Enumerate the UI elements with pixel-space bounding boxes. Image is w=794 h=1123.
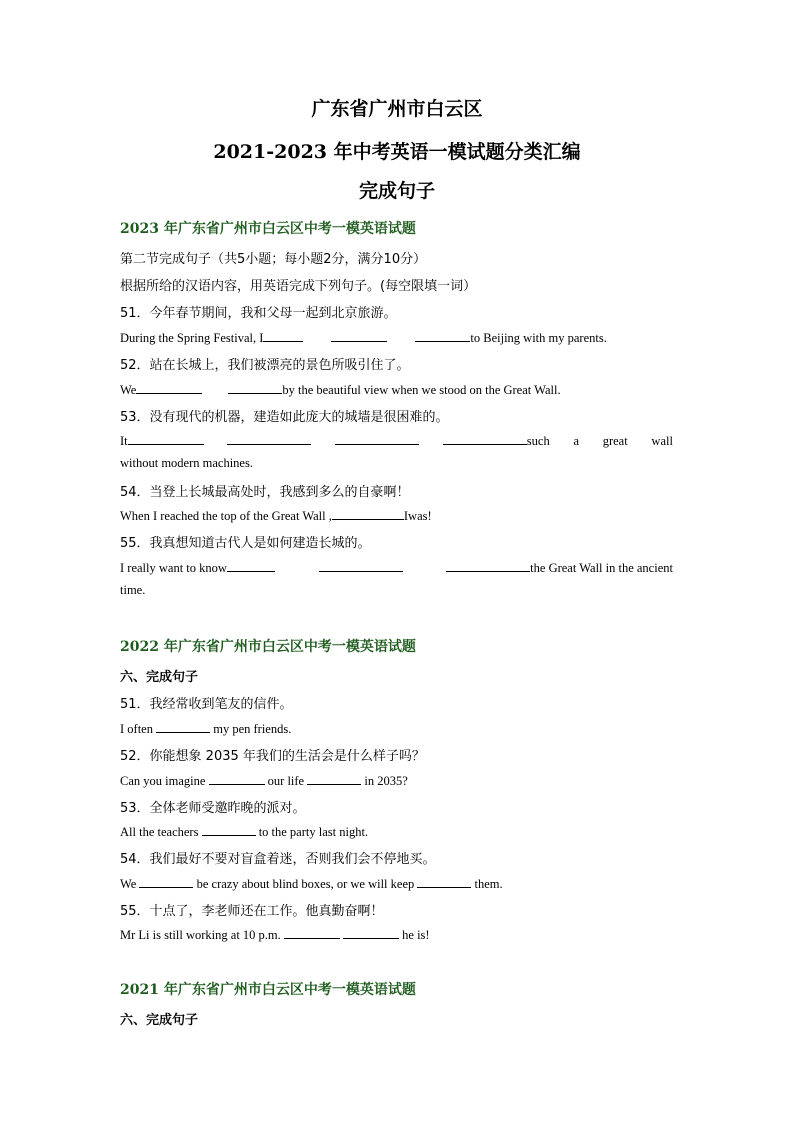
q53-2023-chinese: 53．没有现代的机器，建造如此庞大的城墙是很困难的。 xyxy=(120,410,449,425)
answer-blank[interactable] xyxy=(128,432,204,445)
answer-blank[interactable] xyxy=(263,329,303,342)
q53-2022-english: All the teachers to the party last night. xyxy=(120,825,369,839)
q53-2022-chinese: 53．全体老师受邀昨晚的派对。 xyxy=(120,801,306,816)
answer-blank[interactable] xyxy=(307,772,361,785)
answer-blank[interactable] xyxy=(446,559,530,572)
section-2021-heading: 2021 年广东省广州市白云区中考一模英语试题 xyxy=(120,982,416,998)
answer-blank[interactable] xyxy=(156,720,210,733)
q52-2023-chinese: 52．站在长城上，我们被漂亮的景色所吸引住了。 xyxy=(120,358,410,373)
section-2022-part: 六、完成句子 xyxy=(120,670,199,685)
q55-2023-text-b: the Great Wall in the ancient xyxy=(446,559,673,576)
q52-2022-chinese: 52．你能想象 2035 年我们的生活会是什么样子吗？ xyxy=(120,749,425,764)
q53-2023-english xyxy=(120,432,673,449)
q54-2022-chinese: 54．我们最好不要对盲盒着迷，否则我们会不停地买。 xyxy=(120,852,436,867)
title-range: 2021-2023 年中考英语一模试题分类汇编 xyxy=(213,141,581,163)
answer-blank[interactable] xyxy=(335,432,419,445)
q51-2023-english xyxy=(120,329,607,346)
section-2023-heading: 2023 年广东省广州市白云区中考一模英语试题 xyxy=(120,221,416,237)
q53-2023-word-a: a xyxy=(573,434,579,448)
q53-2023-text-a: It xyxy=(120,432,204,449)
q52-2023-text-a: We xyxy=(120,383,137,397)
q52-2023-english xyxy=(120,381,561,398)
q53-2023-word-wall: wall xyxy=(651,434,673,448)
answer-blank[interactable] xyxy=(136,381,202,394)
q51-2023-text-b: to Beijing with my parents. xyxy=(470,331,607,345)
q51-2022-english: I often my pen friends. xyxy=(120,722,292,736)
q55-2023-chinese: 55．我真想知道古代人是如何建造长城的。 xyxy=(120,536,371,551)
answer-blank[interactable] xyxy=(415,329,470,342)
q52-2023-text-b: by the beautiful view when we stood on the Great Wall. xyxy=(282,383,561,397)
title-region: 广东省广州市白云区 xyxy=(311,98,483,120)
q51-2023-chinese: 51．今年春节期间，我和父母一起到北京旅游。 xyxy=(120,306,397,321)
answer-blank[interactable] xyxy=(343,926,399,939)
answer-blank[interactable] xyxy=(331,329,387,342)
answer-blank[interactable] xyxy=(284,926,340,939)
q51-2023-text-a: During the Spring Festival, I xyxy=(120,331,264,345)
q55-2022-english: Mr Li is still working at 10 p.m. he is! xyxy=(120,928,430,942)
answer-blank[interactable] xyxy=(417,875,471,888)
answer-blank[interactable] xyxy=(228,381,282,394)
q55-2022-chinese: 55．十点了，李老师还在工作。他真勤奋啊！ xyxy=(120,904,384,919)
answer-blank[interactable] xyxy=(227,432,311,445)
q54-2023-chinese: 54．当登上长城最高处时，我感到多么的自豪啊！ xyxy=(120,485,410,500)
q53-2023-english-cont: without modern machines. xyxy=(120,456,253,470)
q53-2023-word-great: great xyxy=(602,434,628,448)
q54-2023-english xyxy=(120,507,432,524)
answer-blank[interactable] xyxy=(209,772,265,785)
answer-blank[interactable] xyxy=(332,507,404,520)
answer-blank[interactable] xyxy=(227,559,275,572)
q53-2023-text-b: such xyxy=(443,432,550,449)
q54-2022-english: We be crazy about blind boxes, or we will keep them. xyxy=(120,877,503,891)
answer-blank[interactable] xyxy=(202,823,256,836)
q54-2023-text-a: When I reached the top of the Great Wall , xyxy=(120,509,332,523)
section-2021-part: 六、完成句子 xyxy=(120,1013,199,1028)
q55-2023-text-a: I really want to know xyxy=(120,559,275,576)
q52-2022-english: Can you imagine our life in 2035? xyxy=(120,774,408,788)
title-topic: 完成句子 xyxy=(358,180,435,202)
section-2023-intro-1: 第二节完成句子（共5小题；每小题2分，满分10分） xyxy=(120,252,427,267)
answer-blank[interactable] xyxy=(319,559,403,572)
section-2023-intro-2: 根据所给的汉语内容，用英语完成下列句子。(每空限填一词） xyxy=(120,279,477,294)
q54-2023-text-b: Iwas! xyxy=(403,509,432,523)
q55-2023-english xyxy=(120,559,673,576)
section-2022-heading: 2022 年广东省广州市白云区中考一模英语试题 xyxy=(120,639,416,655)
answer-blank[interactable] xyxy=(443,432,527,445)
q51-2022-chinese: 51．我经常收到笔友的信件。 xyxy=(120,697,293,712)
answer-blank[interactable] xyxy=(139,875,193,888)
q55-2023-english-cont: time. xyxy=(120,583,146,597)
